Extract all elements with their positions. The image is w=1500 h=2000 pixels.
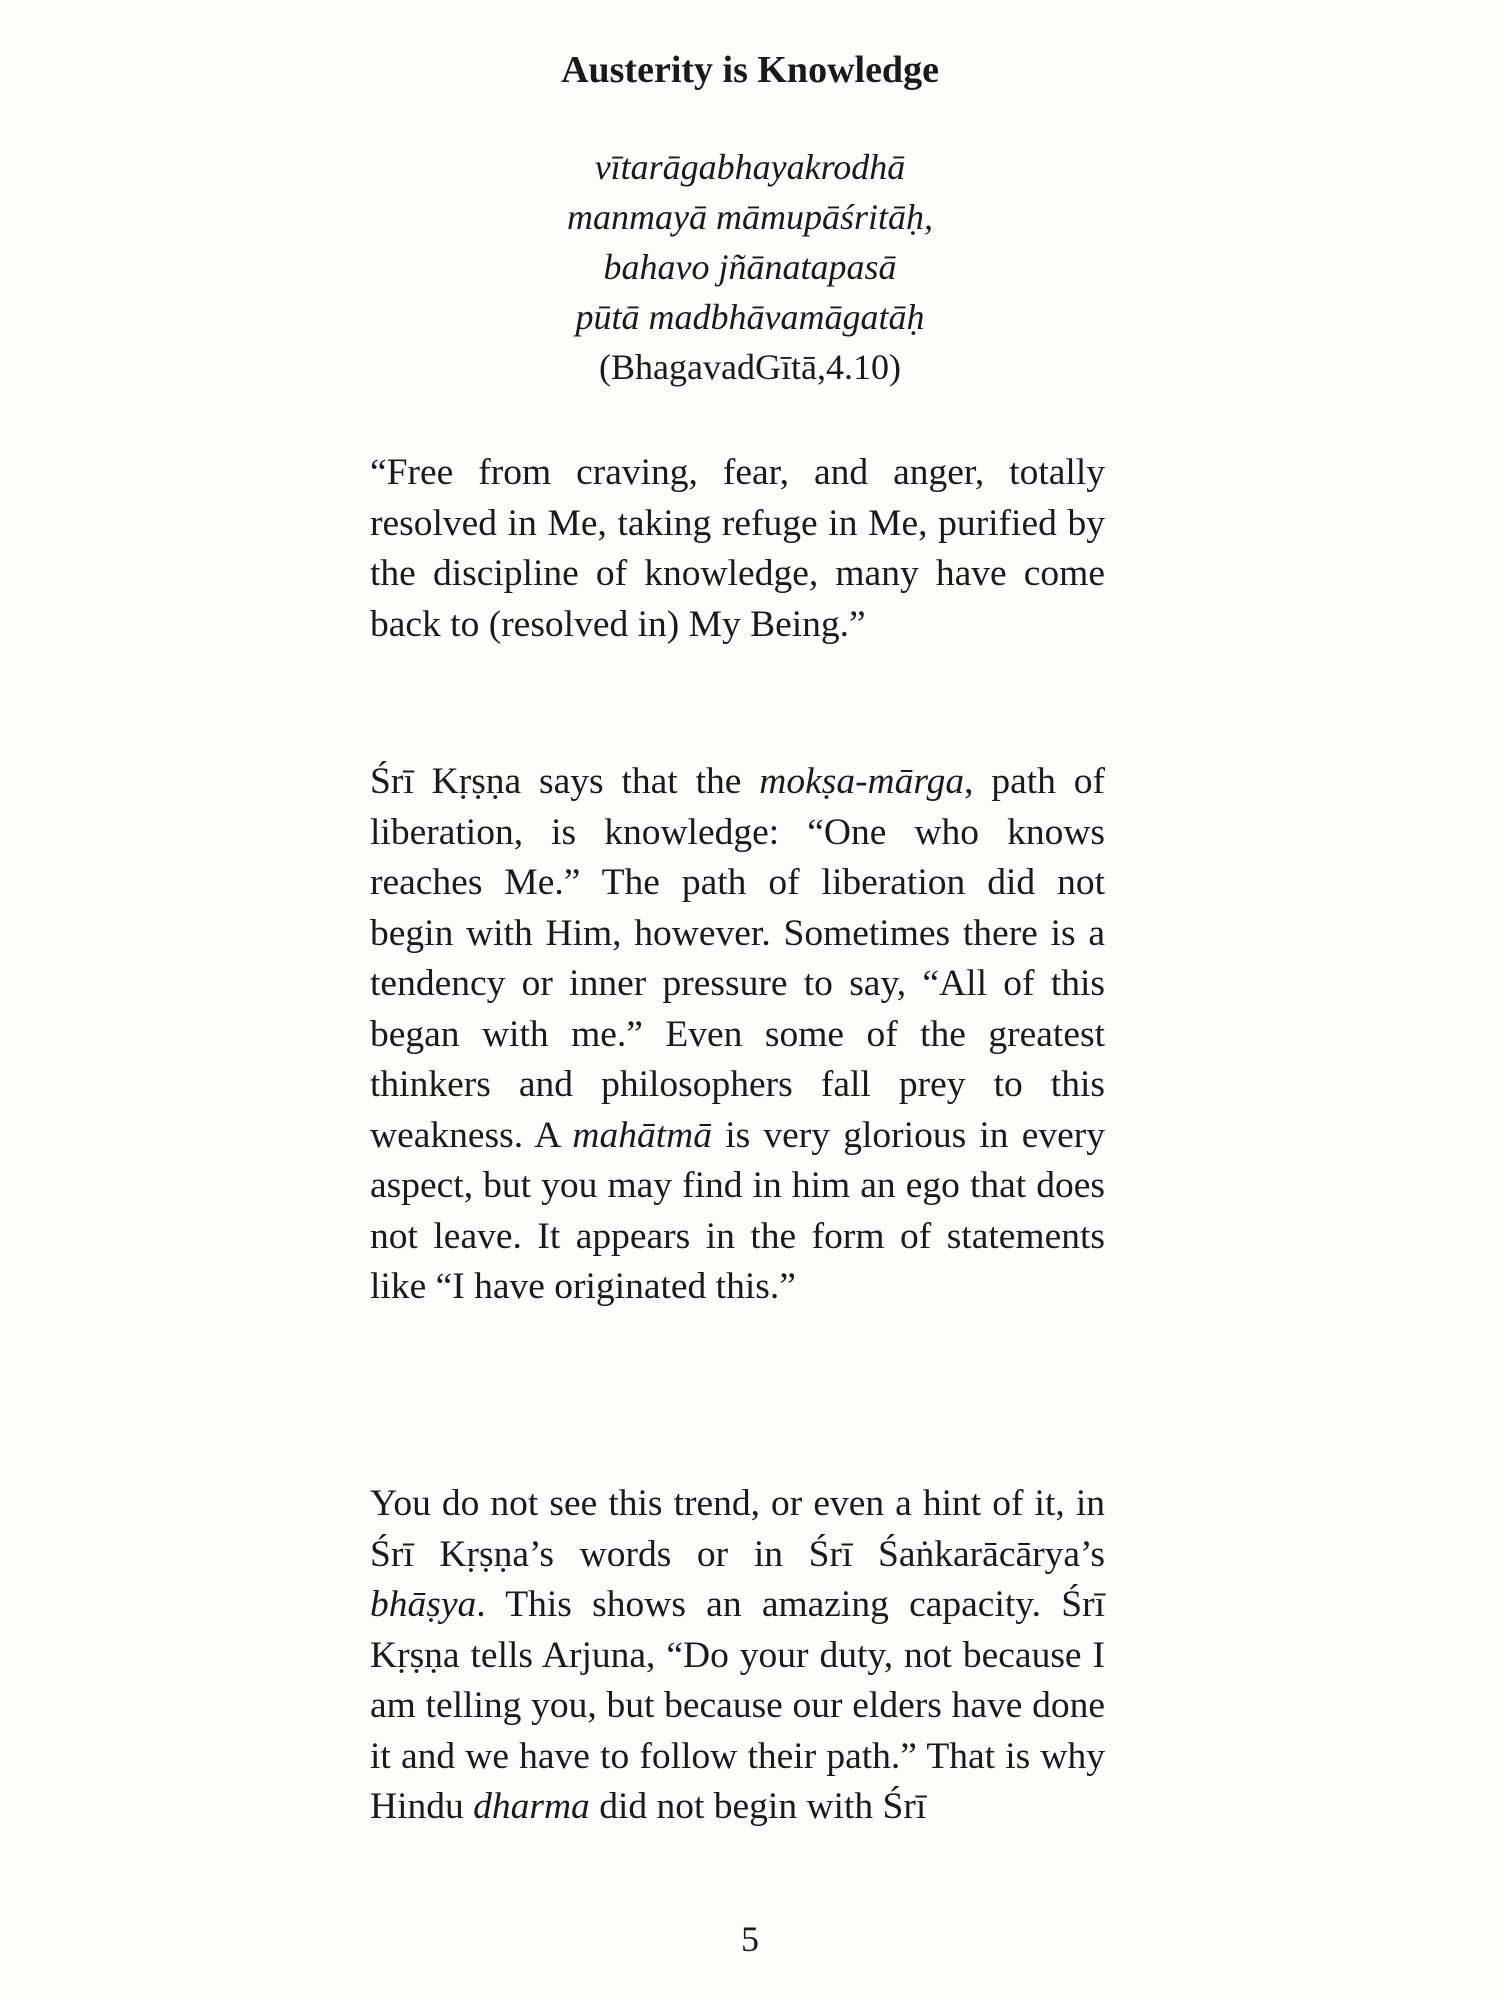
paragraph-moksa-marga — [370, 757, 1105, 1313]
paragraph-translation — [370, 448, 1105, 650]
italic-term: bhāṣya — [370, 1584, 477, 1625]
paragraph-text: Śrī Kṛṣṇa says that the — [370, 761, 760, 802]
paragraph-text: . This shows an amazing capacity. Śrī Kṛṣṇa tells Arjuna, “Do your duty, not because I am telling you, but because our elders have done it and we have to follow their path.” That is why Hindu — [370, 1584, 1105, 1827]
italic-term: mokṣa-mārga — [759, 761, 965, 802]
paragraph-trend — [370, 1479, 1105, 1833]
verse-line: bahavo jñānatapasā — [603, 247, 897, 287]
italic-term: mahātmā — [572, 1114, 713, 1156]
paragraph-text: You do not see this trend, or even a hint of it, in Śrī Kṛṣṇa’s words or in Śrī Śaṅkarācārya’s — [370, 1483, 1105, 1575]
paragraph-text: , path of liberation, is knowledge: “One who knows reaches Me.” The path of liberation did not begin with Him, however. Sometimes there is a tendency or inner pressure to say, “All of this began with me.” Even some of the greatest thinkers and philosophers fall prey to this weakness. A — [370, 761, 1105, 1156]
verse-line: pūtā madbhāvamāgatāḥ — [575, 297, 925, 337]
sanskrit-verse — [0, 142, 1500, 392]
paragraph-text: is very glorious in every aspect, but you may find in him an ego that does not leave. It appears in the form of statements like “I have originated this.” — [370, 1114, 1105, 1307]
page-title: Austerity is Knowledge — [561, 49, 939, 91]
verse-line: manmayā māmupāśritāḥ, — [567, 197, 933, 237]
paragraph-text: did not begin with Śrī — [589, 1786, 927, 1827]
paragraph-text: “Free from craving, fear, and anger, totally resolved in Me, taking refuge in Me, purified by the discipline of knowledge, many have come back to (resolved in) My Being.” — [370, 452, 1105, 645]
verse-line: vītarāgabhayakrodhā — [594, 147, 906, 187]
italic-term: dharma — [473, 1786, 590, 1827]
page-number: 5 — [741, 1919, 759, 1959]
verse-reference: (BhagavadGītā,4.10) — [599, 347, 901, 387]
